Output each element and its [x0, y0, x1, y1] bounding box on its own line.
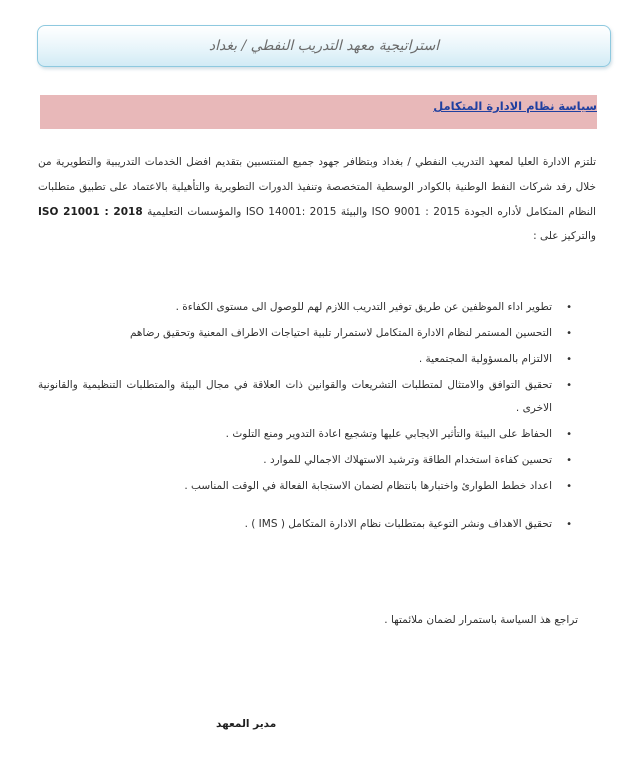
- bullet-icon: •: [566, 455, 572, 466]
- policy-text: تطوير اداء الموظفين عن طريق توفير التدريب اللازم لهم للوصول الى مستوى الكفاءة .: [175, 301, 552, 313]
- policy-text: الالتزام بالمسؤولية المجتمعية .: [418, 353, 552, 365]
- bullet-icon: •: [566, 354, 572, 365]
- bullet-icon: •: [566, 302, 572, 313]
- policy-item: [38, 513, 586, 539]
- signature-title: مدير المعهد: [216, 718, 277, 730]
- policy-list: [38, 296, 586, 539]
- intro-text: تلتزم الادارة العليا لمعهد التدريب النفطي / بغداد وبتظافر جهود جميع المنتسبين بتقديم افضل الخدمات التدريبية والتطويرية من خلال رفد شركات النفط الوطنية بالكوادر الوسطية المتخصصة وتنفيذ الدورات التطويرية والتأهيلية بالاعتماد على تطبيق متطلبات النظام المتكامل لأداره الجودة ISO 9001 : 2015 والبيئة ISO 14001: 2015 والمؤسسات التعليمية: [38, 156, 596, 218]
- header-box: [37, 25, 611, 67]
- policy-text: التحسين المستمر لنظام الادارة المتكامل لاستمرار تلبية احتياجات الاطراف المعنية وتحقيق رضاهم: [129, 327, 552, 339]
- bullet-icon: •: [566, 380, 572, 391]
- policy-text: تحسين كفاءة استخدام الطاقة وترشيد الاستهلاك الاجمالي للموارد .: [263, 454, 552, 466]
- policy-item: [38, 374, 586, 423]
- review-note: تراجع هذ السياسة باستمرار لضمان ملائمتها .: [384, 614, 578, 626]
- policy-text: تحقيق التوافق والامتثال لمتطلبات التشريعات والقوانين ذات العلاقة في مجال البيئة والمتطلبات التنظيمية والقانونية الاخرى .: [38, 379, 552, 414]
- document-header-title: استراتيجية معهد التدريب النفطي / بغداد: [208, 38, 440, 54]
- section-title: سياسة نظام الادارة المتكامل: [433, 99, 597, 113]
- standard-iso-21001: ISO 21001 : 2018: [38, 205, 143, 218]
- bullet-icon: •: [566, 429, 572, 440]
- bullet-icon: •: [566, 328, 572, 339]
- intro-paragraph: [38, 150, 596, 249]
- intro-tail: والتركيز على :: [533, 230, 596, 243]
- policy-text: الحفاظ على البيئة والتأثير الايجابي عليها وتشجيع اعادة التدوير ومنع التلوث .: [225, 428, 552, 440]
- bullet-icon: •: [566, 519, 572, 530]
- policy-item: [38, 449, 586, 475]
- bullet-icon: •: [566, 481, 572, 492]
- policy-item: [38, 322, 586, 348]
- policy-text: اعداد خطط الطوارئ واختبارها بانتظام لضمان الاستجابة الفعالة في الوقت المناسب .: [184, 480, 552, 492]
- policy-item: [38, 475, 586, 513]
- policy-text: تحقيق الاهداف ونشر التوعية بمتطلبات نظام الادارة المتكامل ( IMS ) .: [244, 518, 552, 530]
- policy-item: [38, 296, 586, 322]
- policy-item: [38, 348, 586, 374]
- section-heading-bar: [40, 95, 597, 129]
- policy-item: [38, 423, 586, 449]
